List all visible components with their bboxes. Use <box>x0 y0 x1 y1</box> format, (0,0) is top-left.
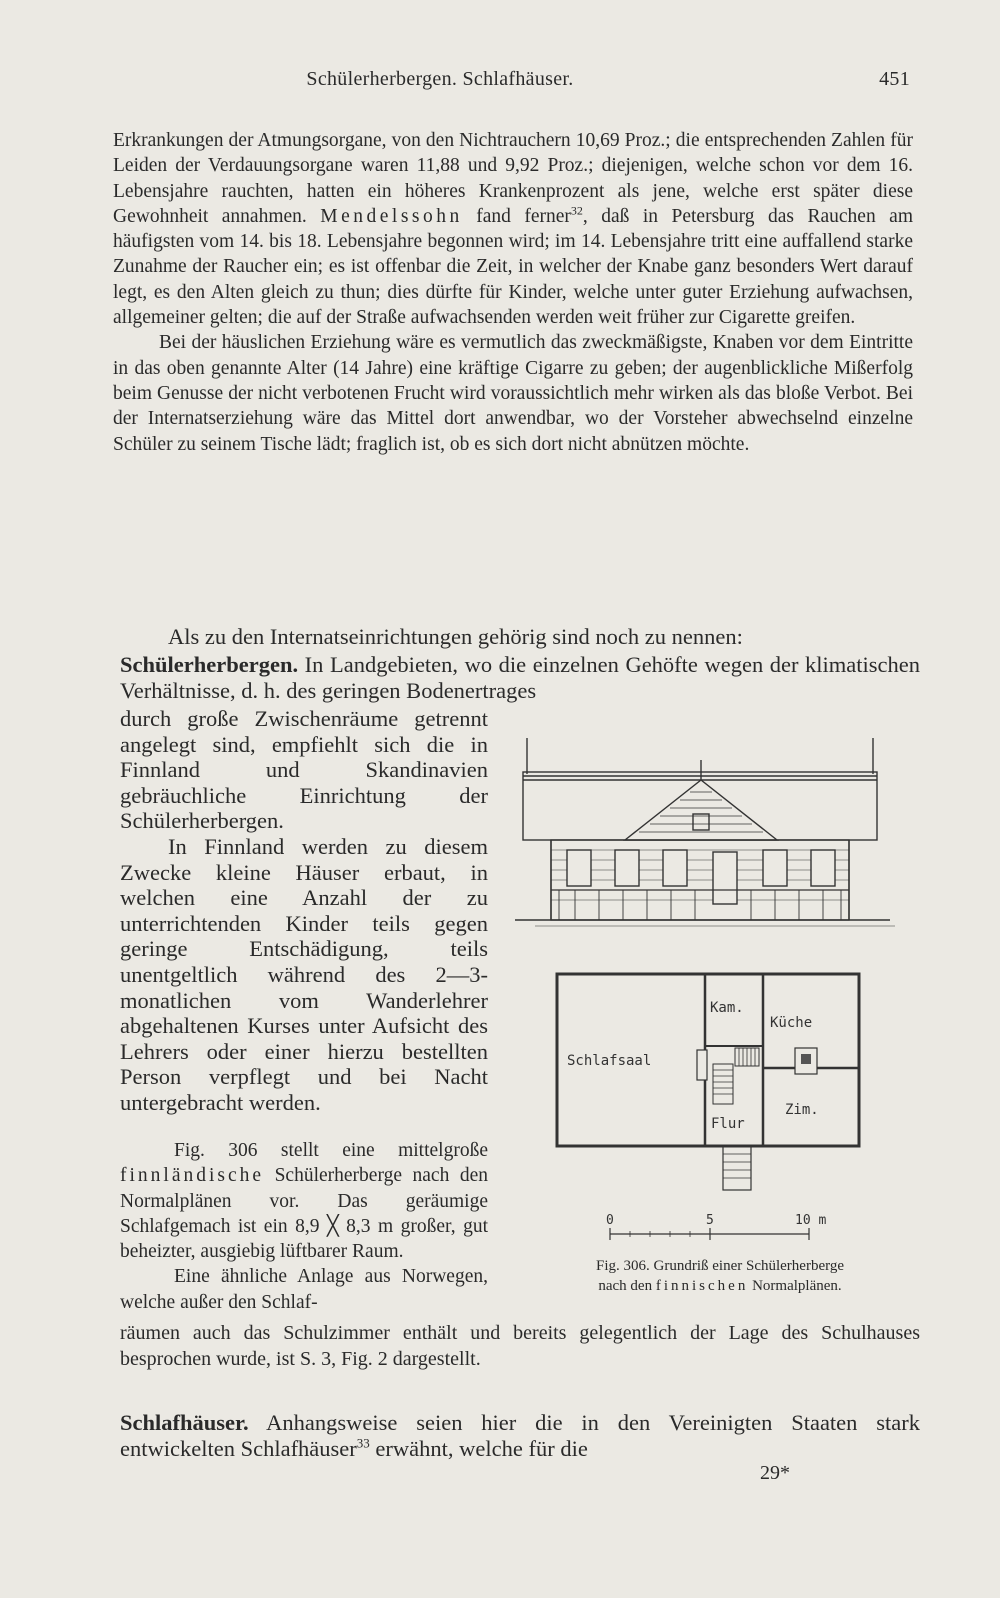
room-label-flur: Flur <box>711 1116 745 1132</box>
room-labels <box>567 1000 819 1132</box>
section-heading: Schlafhäuser. <box>120 1410 249 1435</box>
paragraph-smoking <box>113 128 913 330</box>
figure-306 <box>515 722 905 1254</box>
room-label-kueche: Küche <box>770 1015 813 1031</box>
section-heading: Schülerherbergen. <box>120 652 299 677</box>
paragraph: Eine ähnliche Anlage aus Norwegen, welche außer den Schlaf- <box>120 1266 488 1313</box>
caption-line-1: Fig. 306. Grundriß einer Schülerherberge <box>596 1258 844 1274</box>
text-run: , daß in Petersburg das Rauchen am häufigsten vom 14. bis 18. Lebensjahre begonnen wird; im 14. Lebensjahre tritt eine auffallend starke Zunahme der Raucher ein; es ist offenbar die Zeit, in welcher der Knabe ganz besonders Wert darauf legt, es den Alten gleich zu thun; dies dürfte für Kinder, welche unter guter Erziehung aufwachsen, allgemeiner gelten; die auf der Straße aufwachsenden werden weit früher zur Cigarette greifen. <box>113 205 913 329</box>
section-herbergen-column <box>120 706 488 1116</box>
scale-label-zero: 0 <box>606 1213 614 1228</box>
running-title: Schülerherbergen. Schlafhäuser. <box>306 68 574 90</box>
intro-line: Als zu den Internatseinrichtungen gehörig sind noch zu nennen: <box>168 624 743 649</box>
text-run: In Landgebieten, wo die einzelnen Gehöfte wegen der klimatischen Verhältnisse, d. h. des geringen Bodenertrages <box>120 652 921 703</box>
text-run: erwähnt, welche für die <box>375 1436 588 1461</box>
page-number: 451 <box>879 68 910 90</box>
paragraph <box>120 1138 488 1264</box>
paragraph: durch große Zwischenräume getrennt angelegt sind, empfiehlt sich die in Finnland und Skandinavien gebräuchliche Einrichtung der Schülerherbergen. <box>120 706 488 834</box>
scale-bar <box>606 1213 826 1240</box>
text-run: Normalplänen. <box>752 1278 842 1294</box>
room-label-schlafsaal: Schlafsaal <box>567 1053 652 1069</box>
footnote-ref: 33 <box>356 1435 370 1451</box>
room-label-kammer: Kam. <box>710 1000 744 1016</box>
footnote-ref: 32 <box>570 203 583 218</box>
house-elevation-drawing <box>515 738 895 926</box>
spaced-word: finnischen <box>655 1278 749 1294</box>
paragraph: In Finnland werden zu diesem Zwecke kleine Häuser erbaut, in welchen eine Anzahl der zu unterrichtenden Kinder teils gegen geringe Entschädigung, teils unentgeltlich während des 2—3-monatlichen vom Wanderlehrer abgehaltenen Kurses unter Aufsicht des Lehrers oder einer hierzu bestellten Person verpflegt und bei Nacht untergebracht werden. <box>120 833 488 1115</box>
body-text-top <box>113 128 913 457</box>
section-schlafhaeuser <box>120 1410 920 1462</box>
text-run: Schülerherberge nach den Normalplänen vor. Das geräumige Schlafgemach ist ein 8,9 ╳ 8,3 m großer, gut beheizter, ausgiebig lüftbarer Raum. <box>120 1165 488 1263</box>
text-run: fand ferner <box>476 205 571 227</box>
figure-description-column <box>120 1138 488 1315</box>
floor-plan-drawing <box>557 974 859 1190</box>
room-label-zimmer: Zim. <box>785 1102 819 1118</box>
scale-label-ten: 10 m <box>795 1213 827 1228</box>
text-run: nach den <box>598 1278 653 1294</box>
scale-label-five: 5 <box>706 1213 714 1228</box>
caption-line-2 <box>520 1276 920 1296</box>
figure-caption <box>520 1256 920 1296</box>
text-run: Fig. 306 stellt eine mittelgroße <box>174 1140 488 1161</box>
text-run: Anhangsweise seien hier die in den Vereinigten Staaten stark entwickelten Schlafhäuser <box>120 1410 920 1461</box>
author-name: Mendelssohn <box>320 205 463 227</box>
paragraph-norway-continued: räumen auch das Schulzimmer enthält und bereits gelegentlich der Lage des Schulhauses besprochen wurde, ist S. 3, Fig. 2 dargestellt. <box>120 1322 920 1370</box>
spaced-word: finnländische <box>120 1165 265 1187</box>
section-herbergen-lead <box>120 652 920 704</box>
paragraph-education: Bei der häuslichen Erziehung wäre es vermutlich das zweckmäßigste, Knaben vor dem Eintritte in das oben genannte Alter (14 Jahre) eine kräftige Cigarre zu geben; der augenblickliche Mißerfolg beim Genusse der nicht verbotenen Frucht wird voraussichtlich mehr wirken als das bloße Verbot. Bei der Internatserziehung wäre das Mittel dort anwendbar, wo der Vorsteher abwechselnd einzelne Schüler zu seinem Tische lädt; fraglich ist, ob es sich dort nicht abnützen möchte. <box>113 332 913 455</box>
signature-mark: 29* <box>760 1462 790 1484</box>
running-header <box>120 68 910 98</box>
text-run: Erkrankungen der Atmungsorgane, von den Nichtrauchern 10,69 Proz.; die entsprechenden Zahlen für Leiden der Verdauungsorgane waren 11,88 und 9,92 Proz.; diejenigen, welche schon vor dem 16. Lebensjahre rauchten, hatten ein höheres Krankenprozent als jene, welche erst später diese Gewohnheit annahmen. <box>113 130 913 227</box>
